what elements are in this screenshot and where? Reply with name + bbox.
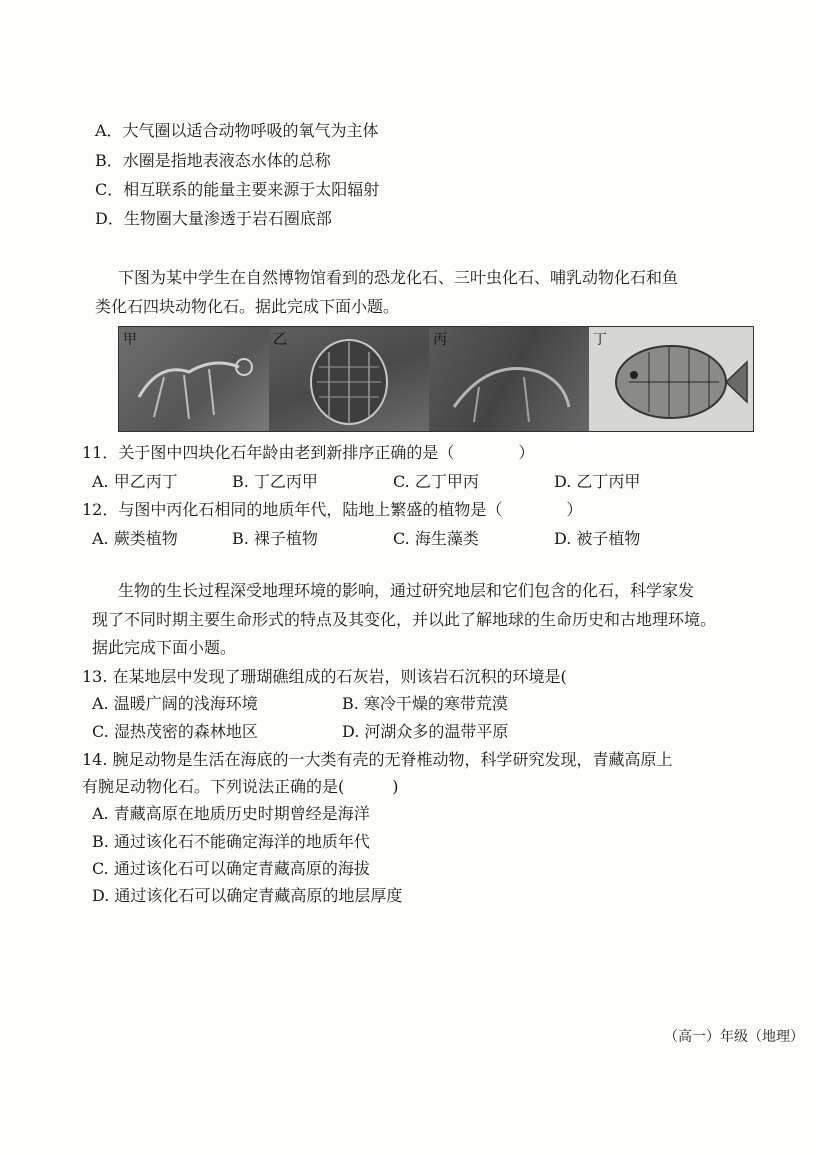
q12-option-b: B. 裸子植物: [232, 529, 318, 548]
q11-option-d: D. 乙丁丙甲: [554, 472, 641, 491]
fossil-panel-yi: [269, 327, 429, 431]
fossil-label-ding: 丁: [593, 332, 607, 348]
fossil-label-jia: 甲: [123, 332, 137, 348]
q11-option-c: C. 乙丁甲丙: [393, 472, 479, 491]
fossil-label-yi: 乙: [273, 332, 287, 348]
q14-option-b: B. 通过该化石不能确定海洋的地质年代: [92, 832, 370, 851]
q12-option-d: D. 被子植物: [554, 529, 641, 548]
trilobite-fossil-icon: [269, 327, 429, 431]
q13-option-c: C. 湿热茂密的森林地区: [92, 722, 258, 741]
q11-option-a: A. 甲乙丙丁: [92, 472, 178, 491]
q14-option-c: C. 通过该化石可以确定青藏高原的海拔: [92, 859, 370, 878]
passage1-line1: 下图为某中学生在自然博物馆看到的恐龙化石、三叶虫化石、哺乳动物化石和鱼: [118, 268, 679, 287]
passage1-line2: 类化石四块动物化石。据此完成下面小题。: [95, 297, 400, 316]
q14-option-d: D. 通过该化石可以确定青藏高原的地层厚度: [92, 886, 403, 905]
q10-option-b: B．水圈是指地表液态水体的总称: [95, 151, 331, 170]
q11-option-b: B. 丁乙丙甲: [232, 472, 318, 491]
q12-option-a: A. 蕨类植物: [92, 529, 178, 548]
fossil-image-strip: [118, 326, 754, 432]
q13-option-d: D. 河湖众多的温带平原: [342, 722, 509, 741]
q10-option-c: C．相互联系的能量主要来源于太阳辐射: [95, 180, 380, 199]
q13-option-a: A. 温暖广阔的浅海环境: [92, 694, 258, 713]
fossil-panel-ding: [589, 327, 753, 431]
fossil-panel-jia: [119, 327, 269, 431]
q11-stem: 11．关于图中四块化石年龄由老到新排序正确的是（ ）: [82, 443, 535, 462]
q14-stem-line2: 有腕足动物化石。下列说法正确的是( ): [82, 777, 399, 796]
q14-option-a: A. 青藏高原在地质历史时期曾经是海洋: [92, 804, 370, 823]
fish-fossil-icon: [589, 327, 753, 431]
fossil-label-bing: 丙: [433, 332, 447, 348]
mammal-fossil-icon: [429, 327, 589, 431]
fossil-panel-bing: [429, 327, 589, 431]
q12-stem: 12．与图中丙化石相同的地质年代，陆地上繁盛的植物是（ ）: [82, 500, 583, 519]
passage2-line2: 现了不同时期主要生命形式的特点及其变化，并以此了解地球的生命历史和古地理环境。: [92, 610, 717, 629]
page-footer: （高一）年级（地理）: [664, 1029, 804, 1045]
dinosaur-fossil-icon: [119, 327, 269, 431]
q13-stem: 13. 在某地层中发现了珊瑚礁组成的石灰岩，则该岩石沉积的环境是(: [82, 667, 567, 686]
passage2-line1: 生物的生长过程深受地理环境的影响，通过研究地层和它们包含的化石，科学家发: [118, 581, 695, 600]
q14-stem-line1: 14. 腕足动物是生活在海底的一大类有壳的无脊椎动物，科学研究发现，青藏高原上: [82, 750, 673, 769]
q10-option-d: D．生物圈大量渗透于岩石圈底部: [95, 209, 332, 228]
q12-option-c: C. 海生藻类: [393, 529, 479, 548]
q10-option-a: A．大气圈以适合动物呼吸的氧气为主体: [95, 121, 379, 140]
q13-option-b: B. 寒冷干燥的寒带荒漠: [342, 694, 508, 713]
passage2-line3: 据此完成下面小题。: [92, 638, 237, 657]
